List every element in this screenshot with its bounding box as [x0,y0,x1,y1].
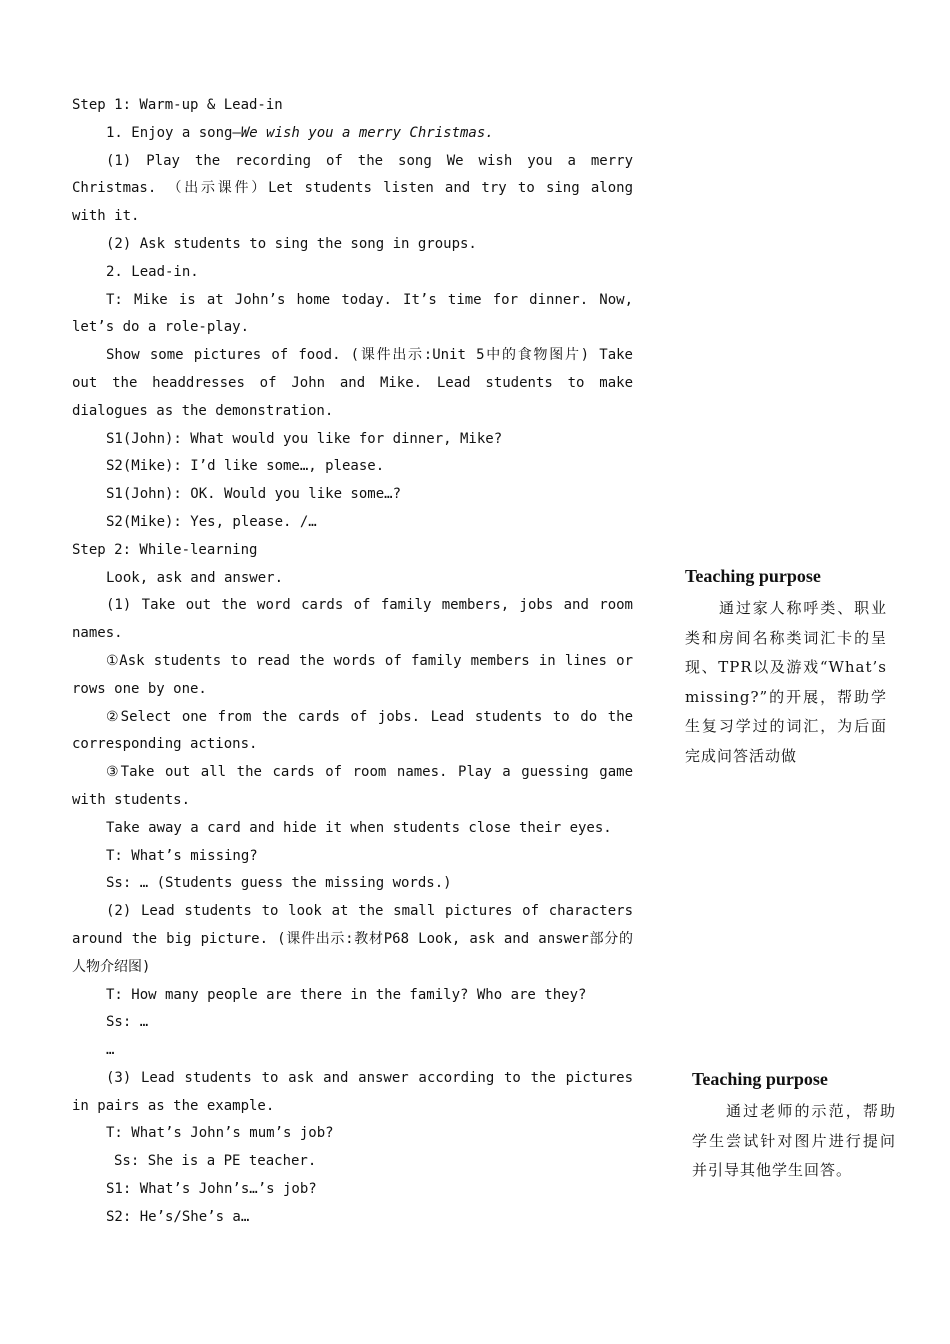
activity-sub3: (3) Lead students to ask and answer according to the pictures in pairs as the example. [72,1069,633,1114]
dialog-line: S1(John): What would you like for dinner, Mike? [106,430,503,447]
note-heading: Teaching purpose [692,1069,828,1089]
activity-sub1: (1) Take out the word cards of family members, jobs and room names. [72,597,633,642]
dialog-line: T: How many people are there in the family? Who are they? [106,986,587,1003]
step2-heading: Step 2: While-learning [72,541,258,558]
dialog-line: S2(Mike): I’d like some…, please. [106,458,385,475]
note-heading: Teaching purpose [685,566,821,586]
activity-sub1-a: ①Ask students to read the words of family members in lines or rows one by one. [72,652,633,697]
note-body: 通过家人称呼类、职业类和房间名称类词汇卡的呈现、TPR以及游戏“What’s missing?”的开展，帮助学生复习学过的词汇，为后面完成问答活动做 [685,599,887,765]
step1-heading: Step 1: Warm-up & Lead-in [72,97,283,113]
leadin-show-pictures: Show some pictures of food. (课件出示:Unit 5中的食物图片) Take out the headdresses of John and Mike. Lead students to make dialogues as the demonstration. [72,347,633,419]
teaching-purpose-note-1 [685,564,887,765]
dialog-line: Ss: She is a PE teacher. [114,1153,317,1170]
note-body: 通过老师的示范，帮助学生尝试针对图片进行提问并引导其他学生回答。 [692,1102,896,1179]
activity-sub1-c: ③Take out all the cards of room names. Play a guessing game with students. [72,764,633,808]
lesson-plan-body [72,92,633,1232]
dialog-line: Ss: … (Students guess the missing words.) [106,875,452,892]
song-item [72,120,633,148]
dialog-line: T: What’s John’s mum’s job? [106,1125,334,1142]
dialog-line: S1(John): OK. Would you like some…? [106,486,402,503]
leadin-item: 2. Lead-in. [106,263,199,280]
take-away-card: Take away a card and hide it when students close their eyes. [106,819,612,836]
activity-sub1-b: ②Select one from the cards of jobs. Lead students to do the corresponding actions. [72,708,633,753]
song-item-prefix: 1. Enjoy a song— [106,124,241,141]
look-ask-answer: Look, ask and answer. [106,569,284,586]
dialog-line: S1: What’s John’s…’s job? [106,1181,317,1198]
song-sub1: (1) Play the recording of the song We wish you a merry Christmas. （出示课件）Let students listen and try to sing along with it. [72,152,633,225]
teaching-purpose-note-2 [692,1067,896,1186]
dialog-line: Ss: … [106,1014,149,1031]
leadin-teacher-line: T: Mike is at John’s home today. It’s time for dinner. Now, let’s do a role-play. [72,291,633,336]
dialog-line: T: What’s missing? [106,847,258,864]
dialog-line: S2: He’s/She’s a… [106,1208,250,1225]
song-sub2: (2) Ask students to sing the song in groups. [106,235,477,252]
ellipsis-line: … [106,1042,115,1059]
song-title: We wish you a merry Christmas. [240,124,494,141]
activity-sub2: (2) Lead students to look at the small pictures of characters around the big picture. (课件出示:教材P68 Look, ask and answer部分的人物介绍图) [72,903,633,975]
dialog-line: S2(Mike): Yes, please. /… [106,513,317,530]
